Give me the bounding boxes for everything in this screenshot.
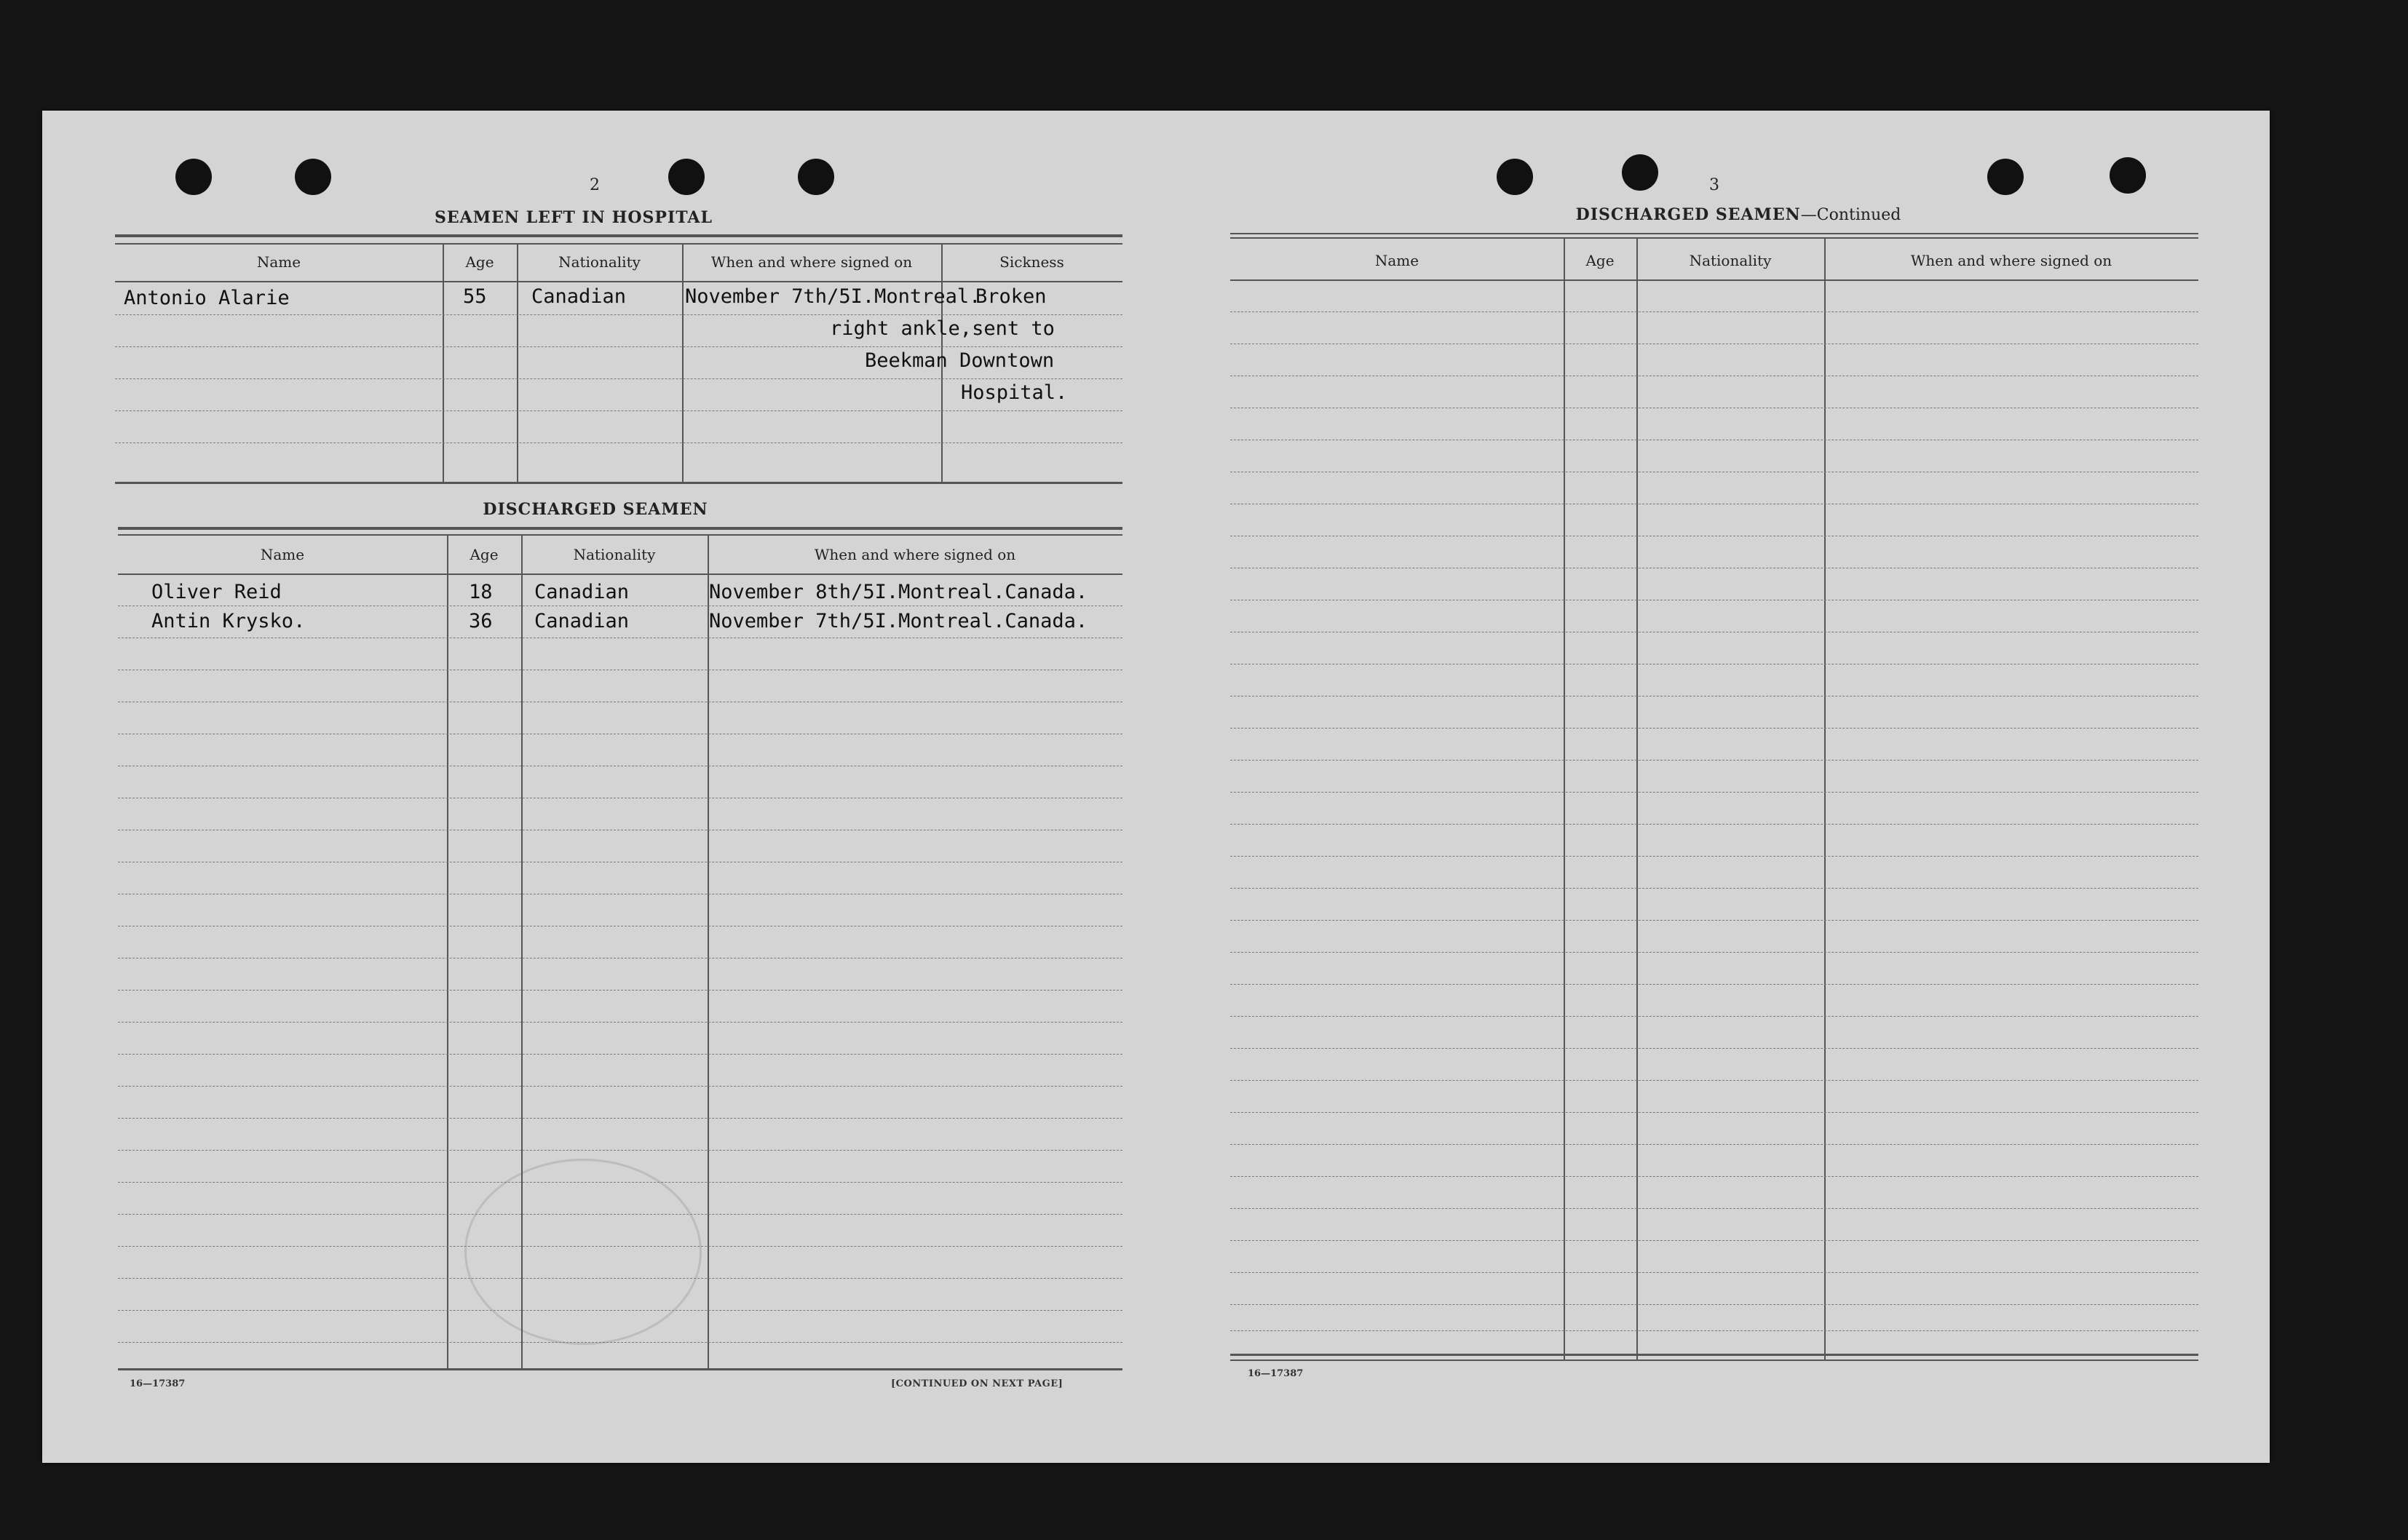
column-header-signed-on: When and where signed on xyxy=(1910,252,2112,269)
punch-hole xyxy=(668,159,705,195)
punch-hole xyxy=(1987,159,2024,195)
hospital-sickness-line: Beekman Downtown xyxy=(865,349,1055,372)
continued-note: [CONTINUED ON NEXT PAGE] xyxy=(891,1378,1064,1389)
page-number-right: 3 xyxy=(1709,176,1719,194)
document-sheet xyxy=(42,111,2270,1463)
form-number-left: 16—17387 xyxy=(130,1378,186,1389)
column-header-signed-on: When and where signed on xyxy=(814,546,1016,563)
hospital-age: 55 xyxy=(463,285,487,308)
hospital-section-title: SEAMEN LEFT IN HOSPITAL xyxy=(435,208,713,227)
discharged-continued-main: DISCHARGED SEAMEN xyxy=(1575,205,1801,224)
column-header-nationality: Nationality xyxy=(558,253,641,271)
hospital-signed-on: November 7th/5I.Montreal. xyxy=(685,285,981,308)
discharged-age: 36 xyxy=(469,610,493,632)
page-number-left: 2 xyxy=(590,176,600,194)
punch-hole xyxy=(798,159,834,195)
column-header-signed-on: When and where signed on xyxy=(710,253,913,271)
punch-hole xyxy=(295,159,331,195)
discharged-name: Oliver Reid xyxy=(151,581,282,603)
column-header-name: Name xyxy=(256,253,301,271)
column-header-name: Name xyxy=(1374,252,1419,269)
discharged-name: Antin Krysko. xyxy=(151,610,306,632)
hospital-sickness-line: Broken xyxy=(975,285,1047,308)
discharged-signed-on: November 8th/5I.Montreal.Canada. xyxy=(709,581,1088,603)
discharged-table-right xyxy=(1230,233,2198,1480)
column-header-name: Name xyxy=(260,546,305,563)
hospital-sickness-line: right ankle,sent to xyxy=(830,317,1055,340)
discharged-nationality: Canadian xyxy=(534,610,630,632)
hospital-name: Antonio Alarie xyxy=(124,287,290,309)
column-header-sickness: Sickness xyxy=(999,253,1064,271)
hospital-table xyxy=(115,234,1122,488)
hospital-sickness-line: Hospital. xyxy=(961,381,1068,404)
discharged-section-title: DISCHARGED SEAMEN xyxy=(483,500,708,519)
discharged-nationality: Canadian xyxy=(534,581,630,603)
discharged-continued-title xyxy=(1469,205,2008,224)
column-header-age: Age xyxy=(465,253,494,271)
form-number-right: 16—17387 xyxy=(1248,1368,1304,1379)
hospital-nationality: Canadian xyxy=(531,285,627,308)
discharged-signed-on: November 7th/5I.Montreal.Canada. xyxy=(709,610,1088,632)
column-header-nationality: Nationality xyxy=(1689,252,1772,269)
punch-hole xyxy=(2110,157,2146,194)
discharged-table-left xyxy=(118,527,1122,1378)
column-header-age: Age xyxy=(1585,252,1615,269)
discharged-continued-suffix: —Continued xyxy=(1800,206,1901,224)
punch-hole xyxy=(175,159,212,195)
punch-hole xyxy=(1497,159,1533,195)
discharged-age: 18 xyxy=(469,581,493,603)
punch-hole xyxy=(1622,154,1658,191)
column-header-nationality: Nationality xyxy=(573,546,656,563)
column-header-age: Age xyxy=(470,546,499,563)
